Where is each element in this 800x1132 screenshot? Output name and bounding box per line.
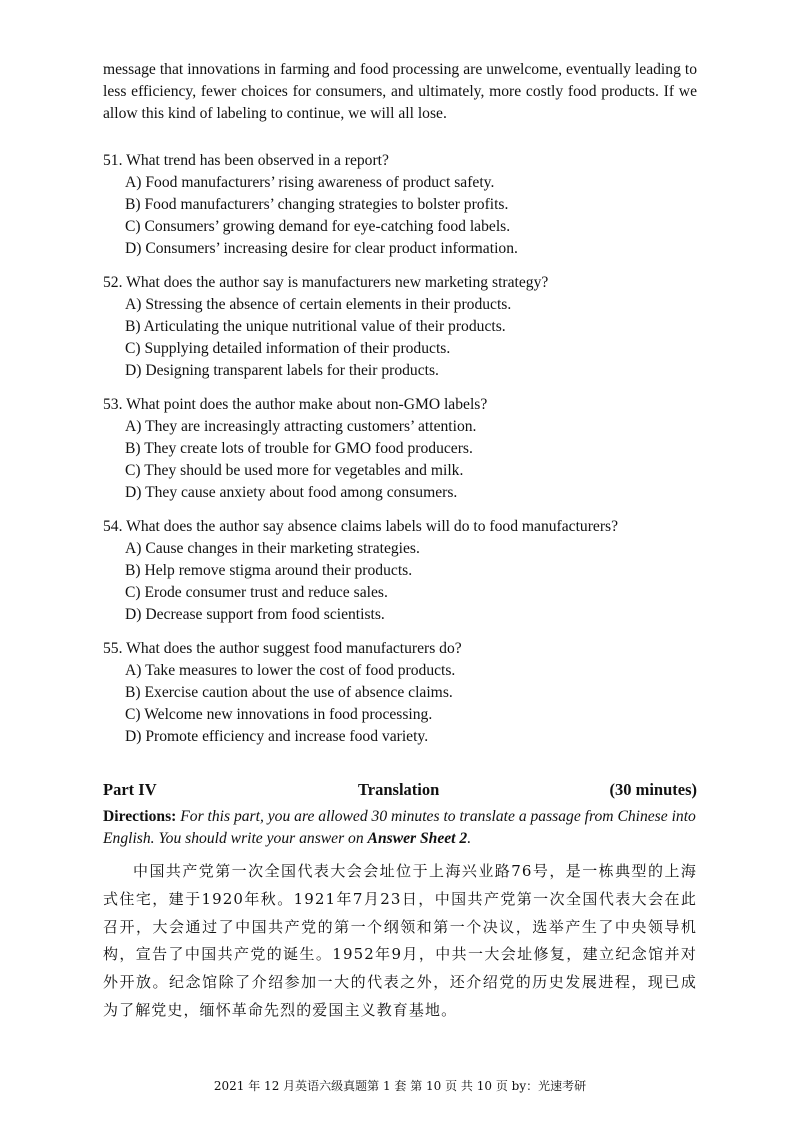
- answer-option: B) Articulating the unique nutritional value of their products.: [125, 318, 506, 335]
- answer-option: C) Erode consumer trust and reduce sales.: [125, 584, 388, 601]
- answer-option: A) Food manufacturers’ rising awareness of product safety.: [125, 174, 495, 191]
- document-page: [103, 59, 697, 1040]
- answer-option: D) Consumers’ increasing desire for clear product information.: [125, 240, 518, 257]
- answer-option: D) Decrease support from food scientists.: [125, 606, 385, 623]
- part-title: Translation: [358, 780, 440, 799]
- part-number: Part IV: [103, 780, 157, 799]
- answer-sheet-ref: Answer Sheet 2: [367, 830, 468, 847]
- answer-option: C) Consumers’ growing demand for eye-catching food labels.: [125, 218, 511, 235]
- part-time: (30 minutes): [609, 780, 697, 799]
- question-stem: 54. What does the author say absence claims labels will do to food manufacturers?: [103, 518, 619, 535]
- answer-option: A) Cause changes in their marketing strategies.: [125, 540, 420, 557]
- directions-end: .: [467, 830, 472, 847]
- question: [103, 638, 697, 748]
- answer-option: C) They should be used more for vegetables and milk.: [125, 462, 464, 479]
- question-stem: 52. What does the author say is manufacturers new marketing strategy?: [103, 274, 549, 291]
- directions: [103, 806, 697, 850]
- question: [103, 394, 697, 504]
- answer-option: D) Designing transparent labels for their products.: [125, 362, 439, 379]
- answer-option: C) Welcome new innovations in food processing.: [125, 706, 433, 723]
- question: [103, 272, 697, 382]
- question-list: [103, 150, 697, 748]
- answer-option: D) Promote efficiency and increase food variety.: [125, 728, 429, 745]
- question: [103, 150, 697, 260]
- intro-paragraph: message that innovations in farming and food processing are unwelcome, eventually leading to less efficiency, fewer choices for consumers, and ultimately, more costly food products. If we allow this kind of labeling to continue, we will all lose.: [103, 61, 697, 122]
- answer-option: B) Food manufacturers’ changing strategies to bolster profits.: [125, 196, 509, 213]
- question: [103, 516, 697, 626]
- answer-option: A) Stressing the absence of certain elements in their products.: [125, 296, 512, 313]
- directions-text: For this part, you are allowed 30 minutes to translate a passage from Chinese into English. You should write your answer on: [103, 808, 696, 847]
- page-footer: 2021 年 12 月英语六级真题第 1 套 第 10 页 共 10 页 by：光速考研: [213, 1079, 587, 1093]
- answer-option: B) Help remove stigma around their products.: [125, 562, 413, 579]
- question-stem: 55. What does the author suggest food manufacturers do?: [103, 640, 462, 657]
- answer-option: A) Take measures to lower the cost of food products.: [125, 662, 456, 679]
- answer-option: B) They create lots of trouble for GMO food producers.: [125, 440, 473, 457]
- chinese-passage: 中国共产党第一次全国代表大会会址位于上海兴业路76号，是一栋典型的上海式住宅，建于1920年秋。1921年7月23日，中国共产党第一次全国代表大会在此召开，大会通过了中国共产党的第一个纲领和第一个决议，选举产生了中央领导机构，宣告了中国共产党的诞生。1952年9月，中共一大会址修复，建立纪念馆并对外开放。纪念馆除了介绍参加一大的代表之外，还介绍党的历史发展进程，现已成为了解党史，缅怀革命先烈的爱国主义教育基地。: [103, 862, 697, 1019]
- answer-option: A) They are increasingly attracting customers’ attention.: [125, 418, 477, 435]
- answer-option: D) They cause anxiety about food among consumers.: [125, 484, 458, 501]
- answer-option: B) Exercise caution about the use of absence claims.: [125, 684, 453, 701]
- question-stem: 53. What point does the author make about non-GMO labels?: [103, 396, 488, 413]
- answer-option: C) Supplying detailed information of their products.: [125, 340, 451, 357]
- question-stem: 51. What trend has been observed in a report?: [103, 152, 389, 169]
- directions-label: Directions:: [103, 808, 177, 825]
- part-heading: [103, 780, 697, 802]
